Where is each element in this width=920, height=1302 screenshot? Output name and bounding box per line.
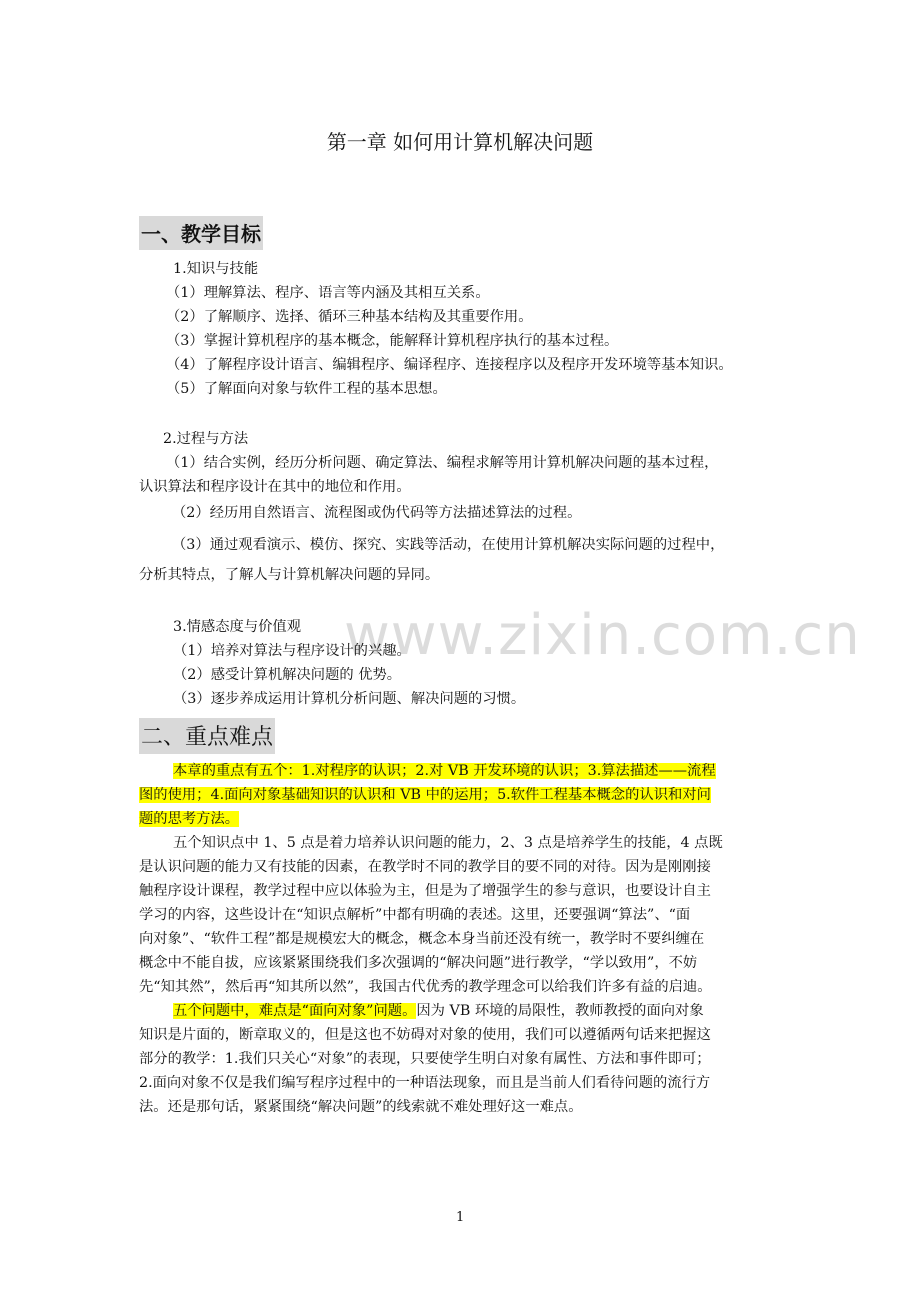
list-item: （2）经历用自然语言、流程图或伪代码等方法描述算法的过程。 [172,505,582,521]
list-item: （4）了解程序设计语言、编辑程序、编译程序、连接程序以及程序开发环境等基本知识。 [166,357,733,373]
paragraph-line [139,808,239,831]
list-item: （1）结合实例，经历分析问题、确定算法、编程求解等用计算机解决问题的基本过程， [166,455,719,471]
paragraph-line [139,784,711,807]
chapter-title: 第一章 如何用计算机解决问题 [326,130,594,154]
paragraph-line: 先“知其然”，然后再“知其所以然”，我国古代优秀的教学理念可以给我们许多有益的启迪。 [139,979,712,995]
list-item: （3）逐步养成运用计算机分析问题、解决问题的习惯。 [173,691,526,707]
paragraph-line: 法。还是那句话，紧紧围绕“解决问题”的线索就不难处理好这一难点。 [139,1099,583,1115]
paragraph-line: 学习的内容，这些设计在“知识点解析”中都有明确的表述。这里，还要强调“算法”、“面 [139,907,691,923]
watermark: www.zixin.com.cn [344,603,861,668]
paragraph-text: 因为 VB 环境的局限性，教师教授的面向对象 [416,1003,704,1019]
list-item: （3）通过观看演示、模仿、探究、实践等活动，在使用计算机解决实际问题的过程中， [172,537,725,553]
paragraph-line: 向对象”、“软件工程”都是规模宏大的概念，概念本身当前还没有统一，教学时不要纠缠在 [139,931,705,947]
subheading-attitude: 3.情感态度与价值观 [173,619,302,635]
list-item: （3）掌握计算机程序的基本概念，能解释计算机程序执行的基本过程。 [166,333,619,349]
section-heading-objectives: 一、教学目标 [139,216,263,250]
highlighted-text: 五个问题中，难点是“面向对象”问题。 [173,1003,417,1019]
subheading-knowledge: 1.知识与技能 [173,261,259,277]
list-item: （2）了解顺序、选择、循环三种基本结构及其重要作用。 [166,309,533,325]
paragraph-line: 知识是片面的，断章取义的，但是这也不妨碍对对象的使用，我们可以遵循两句话来把握这 [139,1027,711,1043]
page-number: 1 [456,1210,465,1225]
paragraph-line: 是认识问题的能力又有技能的因素，在教学时不同的教学目的要不同的对待。因为是刚刚接 [139,859,711,875]
subheading-process: 2.过程与方法 [163,431,249,447]
paragraph-line: 部分的教学：1.我们只关心“对象”的表现，只要使学生明白对象有属性、方法和事件即可； [139,1051,711,1067]
paragraph-line: 五个知识点中 1、5 点是着力培养认识问题的能力，2、3 点是培养学生的技能，4 点既 [173,835,723,851]
highlighted-text: 题的思考方法。 [139,811,240,827]
paragraph-line: 触程序设计课程，教学过程中应以体验为主，但是为了增强学生的参与意识，也要设计自主 [139,883,711,899]
paragraph-line [173,760,716,783]
paragraph-line: 概念中不能自拔，应该紧紧围绕我们多次强调的“解决问题”进行教学，“学以致用”，不妨 [139,955,698,971]
paragraph-line: 2.面向对象不仅是我们编写程序过程中的一种语法现象，而且是当前人们看待问题的流行方 [139,1075,711,1091]
list-item-continuation: 认识算法和程序设计在其中的地位和作用。 [139,479,411,495]
section-heading-key-points: 二、重点难点 [139,718,275,754]
list-item: （1）理解算法、程序、语言等内涵及其相互关系。 [166,285,490,301]
list-item: （1）培养对算法与程序设计的兴趣。 [173,643,411,659]
list-item-continuation: 分析其特点，了解人与计算机解决问题的异同。 [139,567,440,583]
highlighted-text: 图的使用；4.面向对象基础知识的认识和 VB 中的运用；5.软件工程基本概念的认识和对问 [139,787,711,803]
list-item: （2）感受计算机解决问题的 优势。 [173,667,402,683]
list-item: （5）了解面向对象与软件工程的基本思想。 [166,381,447,397]
highlighted-text: 本章的重点有五个：1.对程序的认识；2.对 VB 开发环境的认识；3.算法描述——流程 [173,763,716,779]
paragraph-line [173,1000,704,1023]
